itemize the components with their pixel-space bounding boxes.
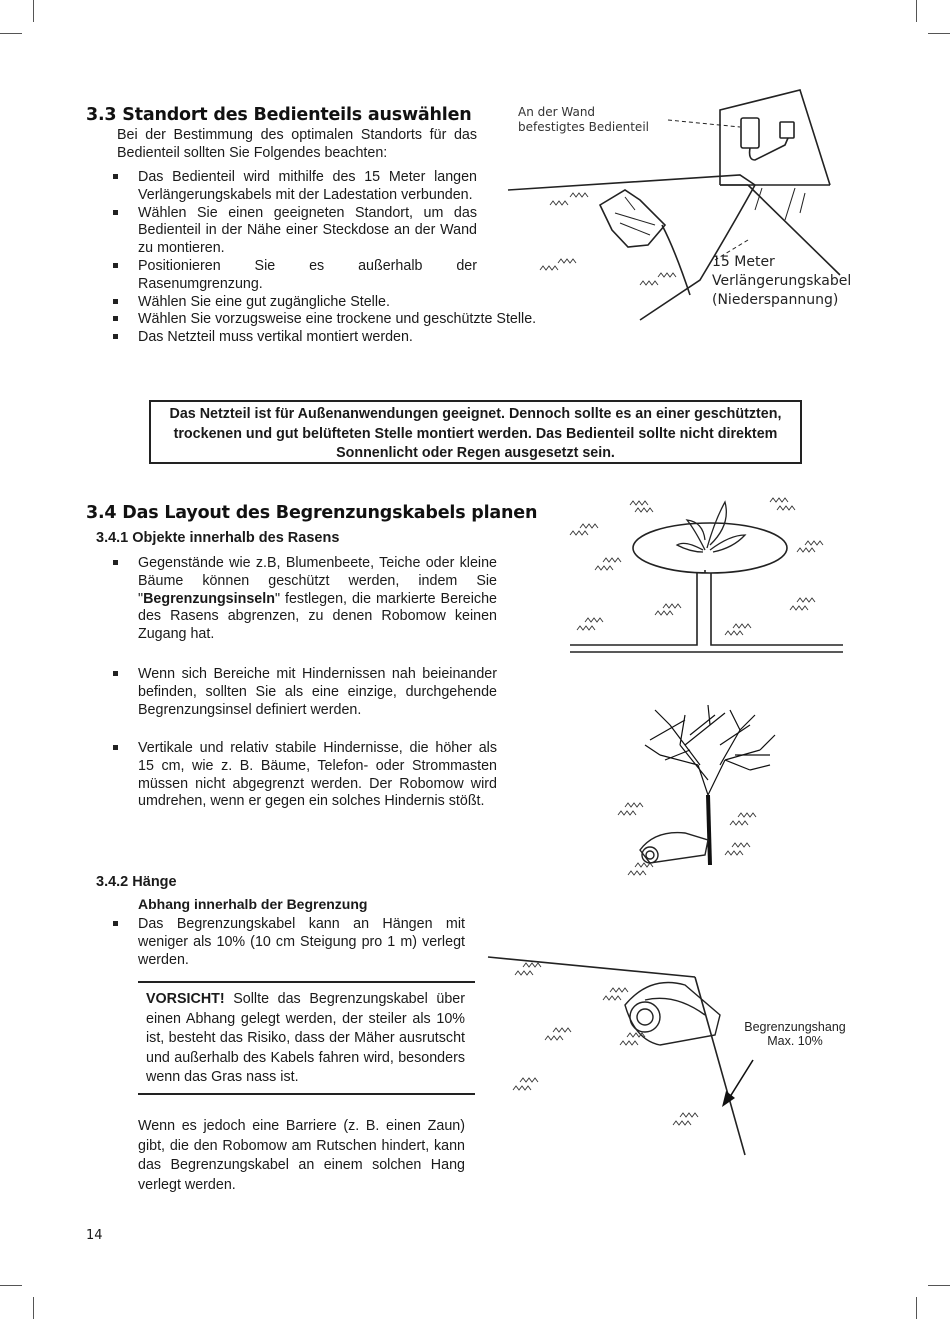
list-item: Wählen Sie vorzugsweise eine trockene und geschützte Stelle.	[138, 311, 540, 329]
subsection-3-4-2-title: 3.4.2 Hänge	[96, 874, 177, 890]
figure-caption-cable: 15 Meter Verlängerungskabel (Niederspannung)	[712, 254, 852, 308]
bullet-icon	[113, 560, 118, 565]
bullet-icon	[113, 174, 118, 179]
note-box	[149, 400, 802, 464]
section-3-4-title: 3.4 Das Layout des Begrenzungskabels planen	[86, 503, 538, 523]
section-3-3-bullets	[138, 169, 537, 347]
bullet-icon	[113, 210, 118, 215]
list-item: Wählen Sie einen geeigneten Standort, um das Bedienteil in der Nähe einer Steckdose an der Wand zu montieren.	[138, 205, 477, 258]
slope-illustration	[485, 945, 745, 1160]
bullet-icon	[113, 671, 118, 676]
crop-mark	[916, 1297, 917, 1319]
warning-text: Sollte das Begrenzungskabel über einen Abhang gelegt werden, der steiler als 10% ist, besteht das Risiko, dass der Mäher ausrutscht und außerhalb des Kabels fahren wird, besonders wenn das Gras nass ist.	[146, 991, 465, 1086]
list-item: Vertikale und relativ stabile Hindernisse, die höher als 15 cm, wie z. B. Bäume, Telefon- oder Strommasten müssen nicht abgegrenzt werden. Der Robomow wird umdrehen, wenn er gegen ein solches Hindernis stößt.	[138, 740, 497, 811]
crop-mark	[928, 1285, 950, 1286]
warning-rule-top	[138, 981, 475, 983]
figure-caption-wall: An der Wand befestigtes Bedienteil	[518, 105, 649, 134]
list-item: Das Begrenzungskabel kann an Hängen mit weniger als 10% (10 cm Steigung pro 1 m) verlegt werden.	[138, 916, 465, 969]
bullet-icon	[113, 299, 118, 304]
bullet-icon	[113, 263, 118, 268]
list-item: Positionieren Sie es außerhalb der Rasenumgrenzung.	[138, 258, 477, 294]
section-3-3-title: 3.3 Standort des Bedienteils auswählen	[86, 105, 472, 125]
slope-heading: Abhang innerhalb der Begrenzung	[138, 896, 368, 912]
warning-rule-bottom	[138, 1093, 475, 1095]
crop-mark	[0, 1285, 22, 1286]
bullet-icon	[113, 921, 118, 926]
bullet-icon	[113, 316, 118, 321]
list-item: Wenn sich Bereiche mit Hindernissen nah beieinander befinden, sollten Sie als eine einzige, durchgehende Begrenzungsinsel definiert werden.	[138, 666, 497, 719]
boundary-island-illustration	[565, 490, 845, 655]
list-item: Gegenstände wie z.B, Blumenbeete, Teiche oder kleine Bäume können geschützt werden, indem Sie "Begrenzungsinseln" festlegen, die markierte Bereiche des Rasens abgrenzen, zu denen Robomow keinen Zugang hat.	[138, 555, 497, 644]
section-3-4-1-bullet-2	[138, 666, 497, 719]
note-text: Das Netzteil ist für Außenanwendungen geeignet. Dennoch sollte es an einer geschützten, trockenen und gut belüfteten Stelle montiert werden. Das Bedienteil sollte nicht direktem Sonnenlicht oder Regen ausgesetzt sein.	[169, 406, 782, 461]
warning-label: VORSICHT!	[146, 991, 225, 1007]
list-item: Das Bedienteil wird mithilfe des 15 Meter langen Verlängerungskabels mit der Ladestation verbunden.	[138, 169, 477, 205]
subsection-3-4-1-title: 3.4.1 Objekte innerhalb des Rasens	[96, 530, 340, 546]
section-3-4-1-bullet-1	[138, 555, 497, 644]
slope-caption: Begrenzungshang Max. 10%	[744, 1020, 846, 1048]
warning-block	[146, 990, 465, 1088]
crop-mark	[33, 1297, 34, 1319]
slope-bullet	[138, 916, 465, 969]
crop-mark	[33, 0, 34, 22]
bullet-icon	[113, 334, 118, 339]
list-item: Das Netzteil muss vertikal montiert werden.	[138, 329, 477, 347]
crop-mark	[928, 33, 950, 34]
page-number: 14	[86, 1228, 103, 1243]
list-item: Wählen Sie eine gut zugängliche Stelle.	[138, 294, 477, 312]
crop-mark	[916, 0, 917, 22]
section-3-3-intro: Bei der Bestimmung des optimalen Standorts für das Bedienteil sollten Sie Folgendes beachten:	[117, 127, 477, 161]
term-begrenzungsinseln: Begrenzungsinseln	[143, 590, 275, 607]
crop-mark	[0, 33, 22, 34]
barrier-text: Wenn es jedoch eine Barriere (z. B. einen Zaun) gibt, die den Robomow am Rutschen hindert, kann das Begrenzungskabel an einem solchen Hang verlegt werden.	[138, 1118, 465, 1193]
section-3-4-1-bullet-3	[138, 740, 497, 811]
tree-obstacle-illustration	[590, 705, 790, 885]
bullet-icon	[113, 745, 118, 750]
